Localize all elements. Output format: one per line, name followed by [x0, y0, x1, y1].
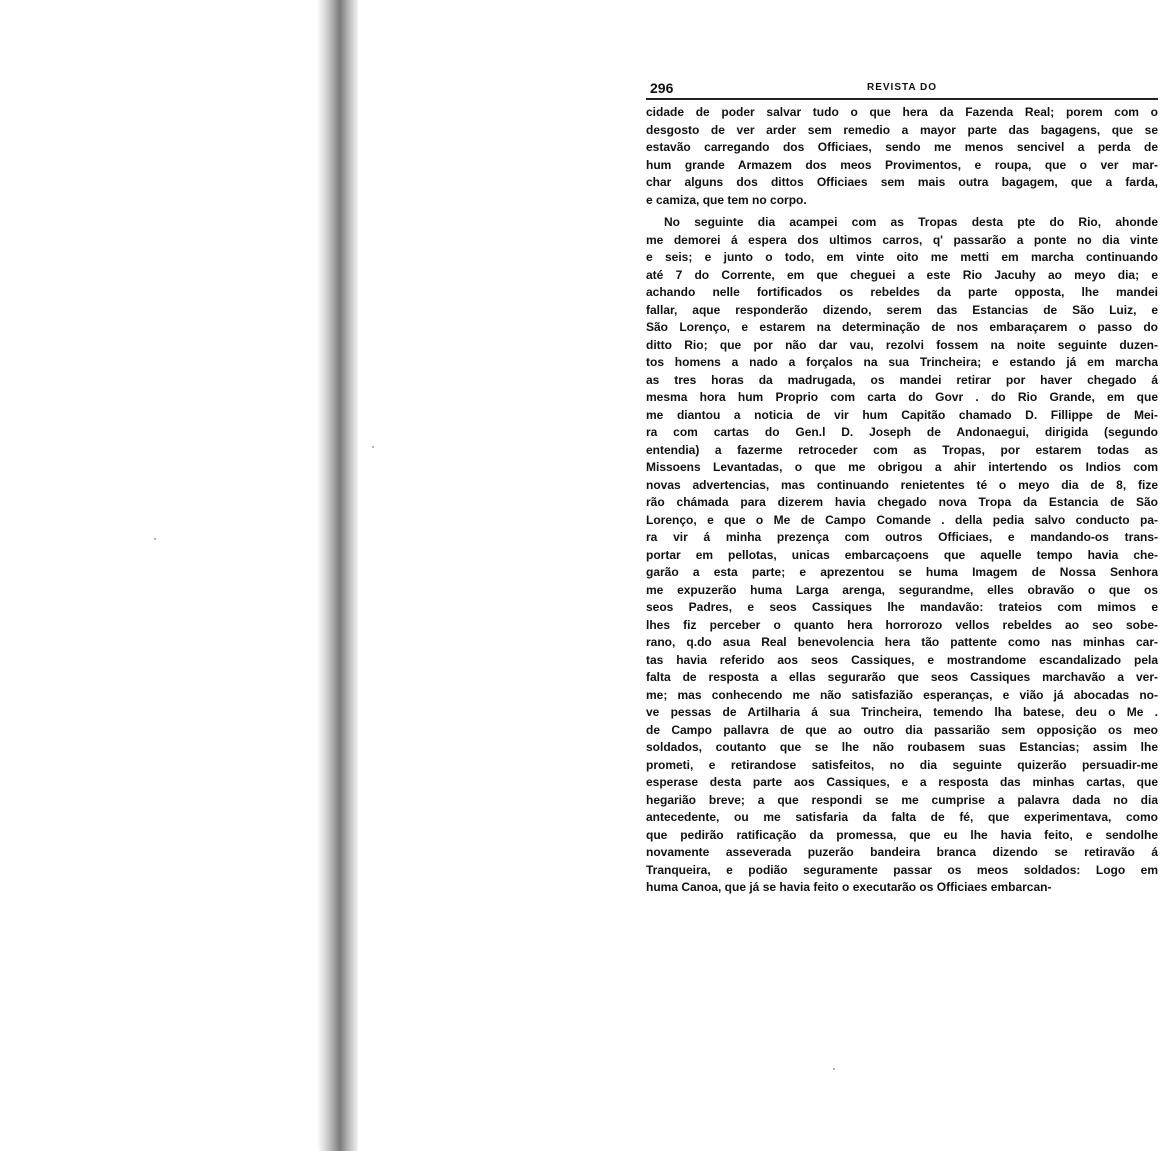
text-line: falta de resposta a ellas segurarão que seos Cassiques marchavão a ver-	[646, 670, 1158, 684]
text-line: entendia) a fazerme retroceder com as Tropas, por estarem todas as	[646, 442, 1158, 457]
text-line: ditto Rio; que por não dar vau, rezolvi fossem na noite seguinte duzen-	[646, 337, 1158, 352]
text-line: e camiza, que tem no corpo.	[646, 192, 807, 207]
text-line: me demorei á espera dos ultimos carros, q' passarão a ponte no dia vinte	[646, 232, 1158, 247]
paragraph	[646, 104, 1158, 209]
text-line: novas advertencias, mas continuando renietentes té o meyo dia de 8, fize	[646, 477, 1158, 492]
text-line: prometi, e retirandose satisfeitos, no dia seguinte quizerão persuadir-me	[646, 757, 1158, 772]
text-line: huma Canoa, que já se havia feito o executarão os Officiaes embarcan-	[646, 880, 1052, 894]
text-line: char alguns dos dittos Officiaes sem mais outra bagagem, que a farda,	[646, 175, 1158, 189]
scan-speck	[372, 446, 374, 448]
text-line: seos Padres, e seos Cassiques lhe mandavão: trateios com mimos e	[646, 600, 1158, 614]
text-line: mesma hora hum Proprio com carta do Govr . do Rio Grande, em que	[646, 390, 1158, 404]
body-text	[646, 104, 1158, 897]
text-line: de Campo pallavra de que ao outro dia passarião sem opposição os meo	[646, 722, 1158, 737]
text-line: que pedirão ratificação da promessa, que eu lhe havia feito, e sendolhe	[646, 827, 1158, 842]
paragraph	[646, 214, 1158, 897]
text-line: antecedente, ou me satisfaria da falta de fé, que experimentava, como	[646, 810, 1158, 824]
document-page	[646, 78, 1158, 897]
text-line: No seguinte dia acampei com as Tropas desta pte do Rio, ahonde	[664, 215, 1158, 229]
text-line: tos homens a nado a forçalos na sua Trincheira; e estando já em marcha	[646, 355, 1158, 369]
text-line: portar em pellotas, unicas embarcaçoens que aquelle tempo havia che-	[646, 547, 1158, 562]
text-line: fallar, aque responderão dizendo, serem das Estancias de São Luiz, e	[646, 302, 1158, 317]
text-line: garão a esta parte; e aprezentou se huma Imagem de Nossa Senhora	[646, 565, 1158, 579]
running-title: REVISTA DO	[866, 82, 937, 93]
text-line: lhes fiz perceber o quanto hera horrorozo vellos rebeldes ao seo sobe-	[646, 617, 1158, 632]
text-line: ra com cartas do Gen.l D. Joseph de Andonaegui, dirigida (segundo	[646, 425, 1158, 439]
text-line: hegarião breve; a que respondi se me cumprise a palavra dada no dia	[646, 792, 1158, 807]
text-line: Missoens Levantadas, o que me obrigou a ahir intertendo os Indios com	[646, 460, 1158, 474]
text-line: me diantou a noticia de vir hum Capitão chamado D. Fillippe de Mei-	[646, 407, 1158, 422]
text-line: hum grande Armazem dos meos Provimentos, e roupa, que o ver mar-	[646, 157, 1158, 172]
text-line: Lorenço, e que o Me de Campo Comande . della pedia salvo conducto pa-	[646, 512, 1158, 527]
text-line: e seis; e junto o todo, em vinte oito me metti em marcha continuando	[646, 250, 1158, 264]
scan-speck	[154, 538, 156, 540]
text-line: esperase desta parte aos Cassiques, e a resposta das minhas cartas, que	[646, 775, 1158, 789]
text-line: ra vir á minha prezença com outros Officiaes, e mandando-os trans-	[646, 530, 1158, 544]
page-number: 296	[650, 80, 674, 96]
scan-speck	[833, 1068, 835, 1070]
text-line: desgosto de ver arder sem remedio a mayor parte das bagagens, que se	[646, 122, 1158, 137]
text-line: as tres horas da madrugada, os mandei retirar por haver chegado á	[646, 372, 1158, 387]
text-line: Tranqueira, e podião seguramente passar os meos soldados: Logo em	[646, 862, 1158, 877]
book-spine-shadow	[318, 0, 358, 1151]
text-line: ve pessas de Artilharia á sua Trincheira, temendo lha batese, deu o Me .	[646, 705, 1158, 719]
text-line: tas havia referido aos seos Cassiques, e mostrandome escandalizado pela	[646, 652, 1158, 667]
text-line: rão chámada para dizerem havia chegado nova Tropa da Estancia de São	[646, 495, 1158, 509]
text-line: me expuzerão huma Larga arenga, segurandme, elles obravão o que os	[646, 582, 1158, 597]
page-header	[646, 78, 1158, 100]
text-line: cidade de poder salvar tudo o que hera da Fazenda Real; porem com o	[646, 105, 1158, 119]
text-line: novamente asseverada puzerão bandeira branca dizendo se retiravão á	[646, 845, 1158, 859]
text-line: achando nelle fortificados os rebeldes da parte opposta, lhe mandei	[646, 285, 1158, 299]
text-line: me; mas conhecendo me não satisfazião esperanças, e vião já abocadas no-	[646, 687, 1158, 702]
text-line: estavão carregando dos Officiaes, sendo me menos sencivel a perda de	[646, 140, 1158, 154]
text-line: rano, q.do asua Real benevolencia hera tão pattente como nas minhas car-	[646, 635, 1158, 649]
text-line: soldados, coutanto que se lhe não roubasem suas Estancias; assim lhe	[646, 740, 1158, 754]
text-line: até 7 do Corrente, em que cheguei a este Rio Jacuhy ao meyo dia; e	[646, 267, 1158, 282]
text-line: São Lorenço, e estarem na determinação de nos embaraçarem o passo do	[646, 320, 1158, 334]
